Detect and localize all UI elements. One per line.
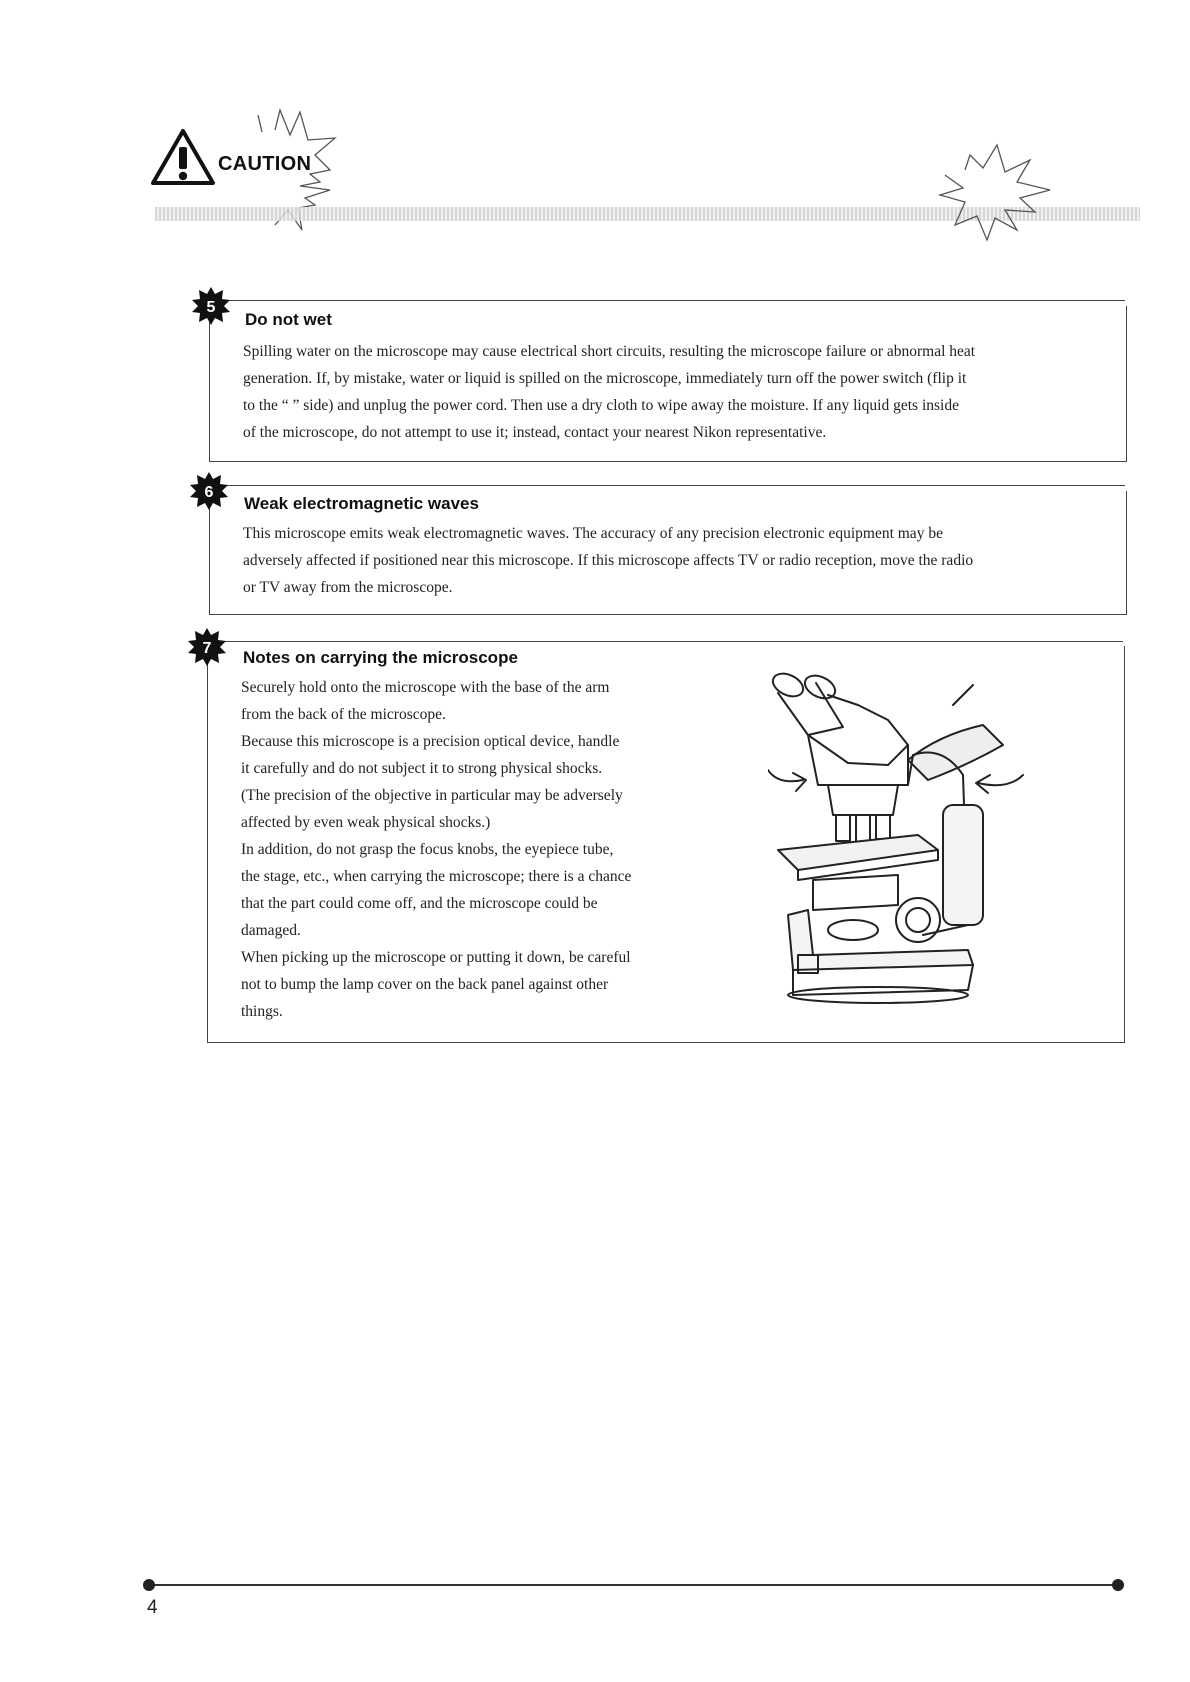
number-badge-icon — [187, 627, 227, 667]
section-title: Notes on carrying the microscope — [243, 648, 518, 667]
body-line: that the part could come off, and the microscope could be — [241, 895, 598, 912]
body-line: affected by even weak physical shocks.) — [241, 814, 491, 831]
body-line: adversely affected if positioned near this microscope. If this microscope affects TV or radio reception, move the radio — [243, 552, 974, 569]
warning-triangle-icon — [150, 128, 216, 186]
svg-text:5: 5 — [206, 299, 216, 316]
section-body — [243, 338, 1123, 446]
footer-bullet-right-icon — [1110, 1577, 1126, 1593]
footer-rule — [148, 1584, 1116, 1586]
body-line: In addition, do not grasp the focus knobs, the eyepiece tube, — [241, 841, 614, 858]
body-line: damaged. — [241, 922, 301, 939]
body-line: the stage, etc., when carrying the microscope; there is a chance — [241, 868, 632, 885]
number-badge-icon — [191, 286, 231, 326]
body-line: Spilling water on the microscope may cause electrical short circuits, resulting the microscope failure or abnormal heat — [243, 343, 976, 360]
body-line: things. — [241, 1003, 283, 1020]
caution-burst-right — [925, 130, 1125, 250]
body-line: to the “ ” side) and unplug the power cord. Then use a dry cloth to wipe away the moisture. If any liquid gets inside — [243, 397, 959, 414]
section-top-rule — [195, 485, 1125, 486]
section-title: Weak electromagnetic waves — [244, 494, 479, 513]
number-badge-icon — [189, 471, 229, 511]
body-line: of the microscope, do not attempt to use it; instead, contact your nearest Nikon representative. — [243, 424, 827, 441]
section-top-rule — [195, 641, 1123, 642]
page-number: 4 — [147, 1597, 158, 1618]
footer-bullet-left-icon — [141, 1577, 157, 1593]
section-title: Do not wet — [245, 310, 332, 329]
body-line: When picking up the microscope or putting it down, be careful — [241, 949, 631, 966]
svg-text:7: 7 — [202, 640, 212, 657]
section-top-rule — [195, 300, 1125, 301]
section-body — [241, 674, 701, 1025]
body-line: not to bump the lamp cover on the back panel against other — [241, 976, 609, 993]
svg-text:6: 6 — [204, 484, 214, 501]
caution-label: CAUTION — [218, 153, 312, 175]
body-line: generation. If, by mistake, water or liquid is spilled on the microscope, immediately turn off the power switch (flip it — [243, 370, 967, 387]
body-line: it carefully and do not subject it to strong physical shocks. — [241, 760, 603, 777]
body-line: This microscope emits weak electromagnetic waves. The accuracy of any precision electronic equipment may be — [243, 525, 943, 542]
body-line: Securely hold onto the microscope with the base of the arm — [241, 679, 610, 696]
body-line: Because this microscope is a precision optical device, handle — [241, 733, 620, 750]
body-line: or TV away from the microscope. — [243, 579, 453, 596]
microscope-illustration — [768, 665, 1078, 1025]
body-line: from the back of the microscope. — [241, 706, 446, 723]
body-line: (The precision of the objective in particular may be adversely — [241, 787, 623, 804]
section-body — [243, 520, 1123, 601]
